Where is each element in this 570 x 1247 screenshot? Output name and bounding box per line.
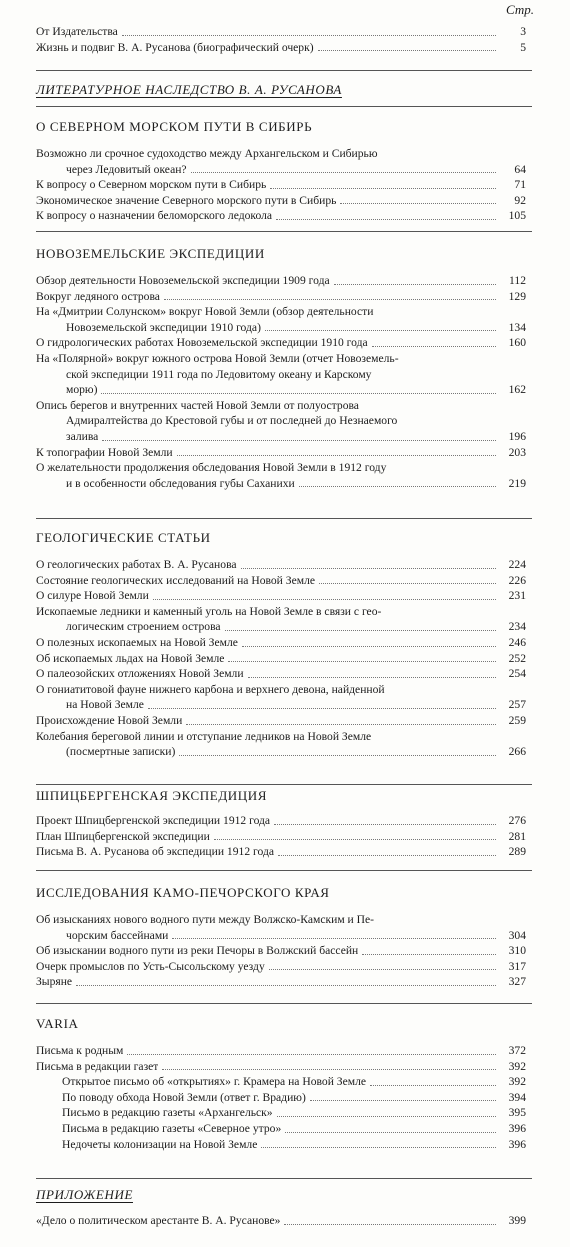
entry-title-line: О гониатитовой фауне нижнего карбона и верхнего девона, найденной: [36, 682, 385, 696]
entry-title-line: Происхождение Новой Земли: [36, 713, 183, 727]
toc-entry[interactable]: [36, 713, 526, 729]
divider: [36, 784, 532, 785]
section-appendix: [36, 1186, 526, 1229]
toc-subentry[interactable]: [36, 1105, 526, 1121]
entry-title-line: Вокруг ледяного острова: [36, 289, 160, 303]
page-number: 224: [508, 558, 526, 571]
dot-leader: [334, 283, 496, 285]
dot-leader: [310, 1099, 496, 1101]
entry-title-line: Об ископаемых льдах на Новой Земле: [36, 651, 225, 665]
toc-entry[interactable]: [36, 588, 526, 604]
entry-title-line: (посмертные записки): [66, 745, 176, 759]
page-number: 162: [508, 383, 526, 397]
toc-entry[interactable]: [36, 1059, 526, 1075]
toc-entry[interactable]: [36, 974, 526, 990]
entry-title-line: О геологических работах В. А. Русанова: [36, 558, 237, 571]
page-number: 234: [508, 620, 526, 634]
page-number: 105: [508, 209, 526, 223]
entry-title-line: Письма к родным: [36, 1044, 124, 1057]
toc-entry[interactable]: [36, 682, 526, 713]
page-number: 246: [508, 635, 526, 649]
page-number: 257: [508, 698, 526, 712]
toc-subentry[interactable]: [36, 1090, 526, 1106]
section-heading: VARIA: [36, 1016, 79, 1031]
dot-leader: [214, 838, 496, 840]
dot-leader: [248, 676, 496, 678]
toc-entry[interactable]: [36, 729, 526, 760]
dot-leader: [370, 1084, 496, 1086]
entry-title-line: через Ледовитый океан?: [66, 162, 187, 176]
entry-title-line: Зыряне: [36, 975, 73, 989]
dot-leader: [241, 567, 496, 569]
entry-title-line: морю): [66, 383, 98, 397]
toc-entry[interactable]: [36, 844, 526, 860]
dot-leader: [191, 171, 496, 173]
entry-title-line: Адмиралтейства до Крестовой губы и от последней до Незнаемого: [66, 414, 398, 428]
page-number: 372: [508, 1044, 526, 1057]
page-number: 396: [508, 1121, 526, 1135]
dot-leader: [265, 329, 496, 331]
entry-title-line: ской экспедиции 1911 года по Ледовитому океану и Карскому: [66, 367, 372, 381]
dot-leader: [269, 968, 496, 970]
page-number: 266: [508, 745, 526, 759]
toc-entry[interactable]: Жизнь и подвиг В. А. Русанова (биографический очерк) 5: [36, 40, 526, 54]
page-number: 92: [514, 193, 526, 207]
toc-entry[interactable]: [36, 351, 526, 398]
dot-leader: [278, 854, 496, 856]
toc-entry[interactable]: [36, 208, 526, 224]
dot-leader: [186, 723, 496, 725]
dot-leader: [284, 1223, 496, 1225]
entry-title-line: На «Полярной» вокруг южного острова Новой Земли (отчет Новоземель-: [36, 351, 399, 365]
entry-title-line: К вопросу о Северном морском пути в Сибирь: [36, 178, 267, 192]
entry-title-line: логическим строением острова: [66, 620, 221, 634]
divider: [36, 70, 532, 71]
toc-entry[interactable]: [36, 289, 526, 305]
dot-leader: [148, 707, 496, 709]
page-number: 112: [509, 274, 526, 287]
entry-title-line: и в особенности обследования губы Саханихи: [66, 476, 295, 490]
page-number: 394: [508, 1090, 526, 1104]
toc-entry[interactable]: [36, 335, 526, 351]
page-number: 392: [508, 1075, 526, 1089]
dot-leader: [179, 754, 496, 756]
dot-leader: [362, 953, 496, 955]
section-heading: ШПИЦБЕРГЕНСКАЯ ЭКСПЕДИЦИЯ: [36, 788, 268, 803]
dot-leader: [101, 392, 496, 394]
entry-title-line: Письмо в редакцию газеты «Архангельск»: [62, 1106, 273, 1120]
dot-leader: [177, 454, 496, 456]
page-number: 160: [508, 336, 526, 350]
toc-entry[interactable]: [36, 813, 526, 829]
toc-entry[interactable]: [36, 573, 526, 589]
page-number: 219: [508, 476, 526, 490]
toc-entry[interactable]: [36, 635, 526, 651]
section-heading: ИССЛЕДОВАНИЯ КАМО-ПЕЧОРСКОГО КРАЯ: [36, 885, 330, 900]
page-number: 252: [508, 651, 526, 665]
toc-entry[interactable]: [36, 304, 526, 335]
toc-subentry[interactable]: [36, 1137, 526, 1153]
entry-title-line: Недочеты колонизации на Новой Земле: [62, 1137, 258, 1151]
page-number: 64: [514, 162, 526, 176]
page-number: 226: [508, 573, 526, 587]
toc-entry[interactable]: [36, 557, 526, 573]
toc-entry[interactable]: [36, 1213, 526, 1229]
section-spitsbergen-expedition: [36, 787, 526, 860]
page-number: 134: [508, 320, 526, 334]
entry-title-line: Опись берегов и внутренних частей Новой Земли от полуострова: [36, 398, 359, 412]
dot-leader: [285, 1131, 496, 1133]
page-number: 327: [508, 975, 526, 989]
page-number: 276: [508, 814, 526, 827]
section-northern-sea-route: [36, 118, 526, 224]
section-varia: [36, 1015, 526, 1152]
toc-entry[interactable]: [36, 666, 526, 682]
entry-title-line: О желательности продолжения обследования Новой Земли в 1912 году: [36, 461, 387, 475]
section-heading: О СЕВЕРНОМ МОРСКОМ ПУТИ В СИБИРЬ: [36, 119, 313, 134]
main-heading-block: [36, 81, 526, 98]
entry-title-line: Об изыскании водного пути из реки Печоры в Волжский бассейн: [36, 944, 359, 958]
toc-subentry[interactable]: [36, 1121, 526, 1137]
main-heading: ЛИТЕРАТУРНОЕ НАСЛЕДСТВО В. А. РУСАНОВА: [36, 82, 342, 97]
dot-leader: [127, 1053, 496, 1055]
entry-title-line: О палеозойских отложениях Новой Земли: [36, 667, 244, 681]
page-number: 71: [514, 178, 526, 192]
dot-leader: [277, 1115, 496, 1117]
page-number: 129: [508, 289, 526, 303]
page-number: 281: [508, 829, 526, 843]
entry-title-line: Письма В. А. Русанова об экспедиции 1912 года: [36, 845, 274, 859]
dot-leader: [270, 187, 496, 189]
page-number: 231: [508, 589, 526, 603]
page-number: 392: [508, 1059, 526, 1073]
entry-title-line: на Новой Земле: [66, 698, 144, 712]
divider: [36, 231, 532, 232]
entry-title-line: К топографии Новой Земли: [36, 445, 173, 459]
page-number: 399: [508, 1214, 526, 1227]
dot-leader: [172, 937, 496, 939]
dot-leader: [76, 984, 496, 986]
divider: [36, 518, 532, 519]
entry-title-line: О полезных ископаемых на Новой Земле: [36, 635, 238, 649]
entry-title-line: Обзор деятельности Новоземельской экспедиции 1909 года: [36, 274, 330, 287]
entry-title-line: Возможно ли срочное судоходство между Архангельском и Сибирью: [36, 147, 378, 160]
page-number: 317: [508, 959, 526, 973]
dot-leader: [276, 218, 496, 220]
toc-entry[interactable]: [36, 177, 526, 193]
entry-title-line: Открытое письмо об «открытиях» г. Крамера на Новой Земле: [62, 1075, 367, 1089]
page-number: 396: [508, 1137, 526, 1151]
toc-entry[interactable]: [36, 398, 526, 445]
dot-leader: [162, 1068, 496, 1070]
section-heading: НОВОЗЕМЕЛЬСКИЕ ЭКСПЕДИЦИИ: [36, 246, 265, 261]
dot-leader: [164, 298, 496, 300]
entry-title-line: К вопросу о назначении беломорского ледокола: [36, 209, 273, 223]
dot-leader: [299, 485, 496, 487]
front-matter: [36, 24, 526, 55]
page-column-label: Стр.: [506, 2, 534, 17]
page-number: 310: [508, 944, 526, 958]
entry-title-line: чорским бассейнами: [66, 928, 169, 942]
dot-leader: [228, 660, 496, 662]
entry-title-line: Письма в редакции газет: [36, 1059, 159, 1073]
page-number: 259: [508, 713, 526, 727]
entry-title-line: Состояние геологических исследований на Новой Земле: [36, 573, 316, 587]
entry-title-line: По поводу обхода Новой Земли (ответ г. Врадию): [62, 1090, 306, 1104]
entry-title-line: О гидрологических работах Новоземельской экспедиции 1910 года: [36, 336, 368, 350]
divider: [36, 1178, 532, 1179]
entry-title-line: Ископаемые ледники и каменный уголь на Новой Земле в связи с гео-: [36, 604, 382, 618]
entry-title-line: Колебания береговой линии и отступание ледников на Новой Земле: [36, 729, 372, 743]
toc-entry[interactable]: [36, 193, 526, 209]
toc-entry[interactable]: [36, 460, 526, 491]
toc-entry[interactable]: [36, 1043, 526, 1059]
section-novaya-zemlya-expeditions: [36, 245, 526, 491]
page-number: 304: [508, 928, 526, 942]
toc-entry[interactable]: [36, 604, 526, 635]
divider: [36, 106, 532, 107]
toc-entry[interactable]: [36, 651, 526, 667]
entry-title-line: План Шпицбергенской экспедиции: [36, 829, 210, 843]
entry-title-line: залива: [66, 429, 99, 443]
toc-entry[interactable]: От Издательства 3: [36, 25, 526, 38]
entry-title-line: Очерк промыслов по Усть-Сысольскому уезду: [36, 959, 265, 973]
entry-title-line: Новоземельской экспедиции 1910 года): [66, 320, 261, 334]
toc-entry[interactable]: [36, 146, 526, 177]
entry-title-line: Проект Шпицбергенской экспедиции 1912 года: [36, 814, 271, 827]
entry-title-line: На «Дмитрии Солунском» вокруг Новой Земли (обзор деятельности: [36, 305, 374, 319]
dot-leader: [225, 629, 496, 631]
entry-title-line: О силуре Новой Земли: [36, 589, 149, 603]
dot-leader: [102, 439, 496, 441]
divider: [36, 1003, 532, 1004]
dot-leader: [261, 1146, 496, 1148]
page-number: 203: [508, 445, 526, 459]
toc-subentry[interactable]: [36, 1074, 526, 1090]
entry-title-line: «Дело о политическом арестанте В. А. Русанове»: [36, 1214, 281, 1227]
section-heading: ПРИЛОЖЕНИЕ: [36, 1187, 133, 1202]
divider: [36, 870, 532, 871]
toc-entry[interactable]: [36, 445, 526, 461]
entry-title-line: Письма в редакцию газеты «Северное утро»: [62, 1121, 282, 1135]
section-kamo-pechora: [36, 884, 526, 990]
dot-leader: [242, 645, 496, 647]
dot-leader: [319, 582, 496, 584]
page-number: 395: [508, 1106, 526, 1120]
dot-leader: [153, 598, 496, 600]
toc-entry[interactable]: [36, 959, 526, 975]
toc-entry[interactable]: [36, 829, 526, 845]
page-number: 196: [508, 429, 526, 443]
dot-leader: [372, 345, 496, 347]
entry-title-line: Об изысканиях нового водного пути между Волжско-Камским и Пе-: [36, 913, 375, 926]
page-number: 289: [508, 845, 526, 859]
toc-entry[interactable]: [36, 912, 526, 943]
section-heading: ГЕОЛОГИЧЕСКИЕ СТАТЬИ: [36, 530, 211, 545]
toc-entry[interactable]: [36, 943, 526, 959]
dot-leader: [274, 823, 496, 825]
toc-entry[interactable]: [36, 273, 526, 289]
entry-title-line: Экономическое значение Северного морского пути в Сибирь: [36, 193, 337, 207]
page-number: 254: [508, 667, 526, 681]
dot-leader: [340, 202, 496, 204]
section-geological-articles: [36, 529, 526, 760]
